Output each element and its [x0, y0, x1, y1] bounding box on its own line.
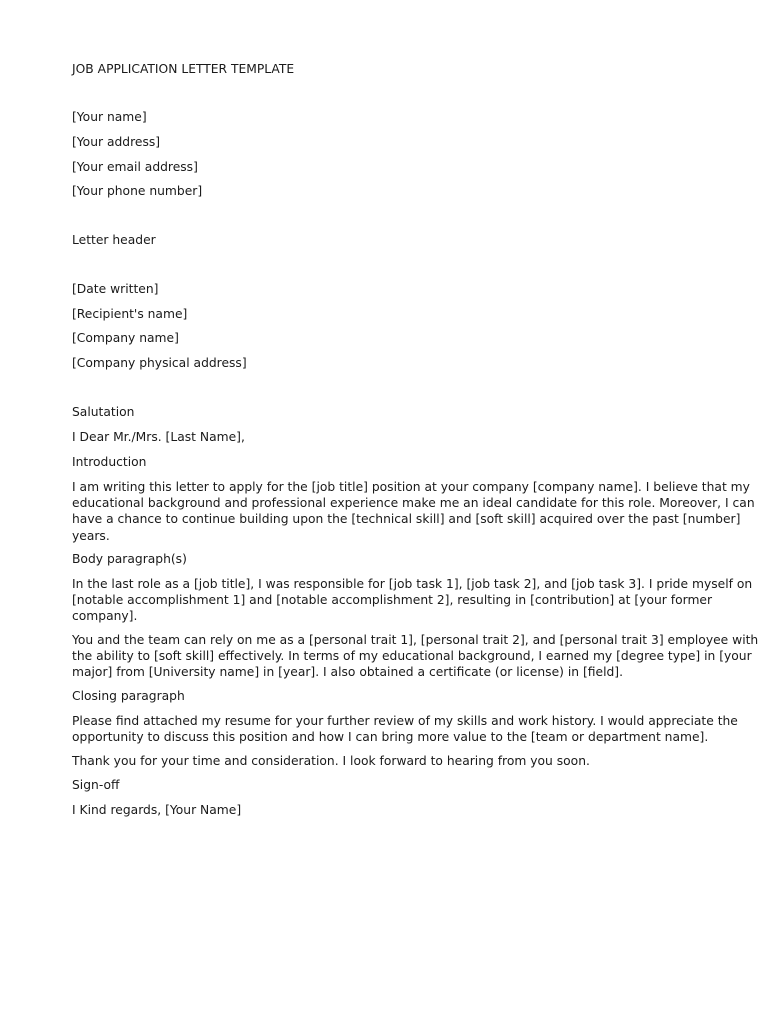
paragraph-line: the ability to [soft skill] effectively. In terms of my educational background, I earned my [degree type] in [your: [72, 649, 752, 664]
thanks-line: Thank you for your time and consideration. I look forward to hearing from you soon.: [72, 754, 590, 768]
body-paragraph-1: [72, 576, 753, 625]
paragraph-line: In the last role as a [job title], I was responsible for [job task 1], [job task 2], and [job task 3]. I pride myself on: [72, 577, 753, 591]
sender-name: [Your name]: [72, 110, 147, 124]
sender-address: [Your address]: [72, 135, 161, 149]
paragraph-line: I am writing this letter to apply for the [job title] position at your company [company name]. I believe that my: [72, 480, 750, 494]
paragraph-line: years.: [72, 528, 110, 543]
introduction-label: Introduction: [72, 455, 147, 469]
company-name: [Company name]: [72, 331, 179, 345]
body-paragraph-2: [72, 632, 759, 681]
paragraph-line: opportunity to discuss this position and how I can bring more value to the [team or department name].: [72, 730, 709, 745]
closing-label: Closing paragraph: [72, 689, 185, 703]
paragraph-line: educational background and professional experience make me an ideal candidate for this role. Moreover, I can: [72, 496, 755, 511]
paragraph-line: [notable accomplishment 1] and [notable accomplishment 2], resulting in [contribution] at [your former: [72, 593, 713, 608]
body-label: Body paragraph(s): [72, 552, 187, 566]
paragraph-line: You and the team can rely on me as a [personal trait 1], [personal trait 2], and [personal trait 3] employee with: [72, 633, 759, 647]
sender-phone: [Your phone number]: [72, 184, 203, 198]
signoff-label: Sign-off: [72, 778, 120, 792]
signoff: I Kind regards, [Your Name]: [72, 803, 242, 817]
company-address: [Company physical address]: [72, 356, 247, 370]
date-written: [Date written]: [72, 282, 159, 296]
sender-email: [Your email address]: [72, 160, 198, 174]
salutation: I Dear Mr./Mrs. [Last Name],: [72, 430, 245, 444]
paragraph-line: major] from [University name] in [year]. I also obtained a certificate (or license) in [field].: [72, 665, 624, 680]
document-title: JOB APPLICATION LETTER TEMPLATE: [72, 62, 295, 76]
paragraph-line: Please find attached my resume for your further review of my skills and work history. I would appreciate the: [72, 714, 738, 728]
paragraph-line: company].: [72, 609, 138, 624]
letter-header-label: Letter header: [72, 233, 156, 247]
paragraph-line: have a chance to continue building upon the [technical skill] and [soft skill] acquired over the past [number]: [72, 512, 741, 527]
recipient-name: [Recipient's name]: [72, 307, 188, 321]
closing-paragraph: [72, 713, 738, 745]
salutation-label: Salutation: [72, 405, 135, 419]
introduction-paragraph: [72, 479, 755, 544]
